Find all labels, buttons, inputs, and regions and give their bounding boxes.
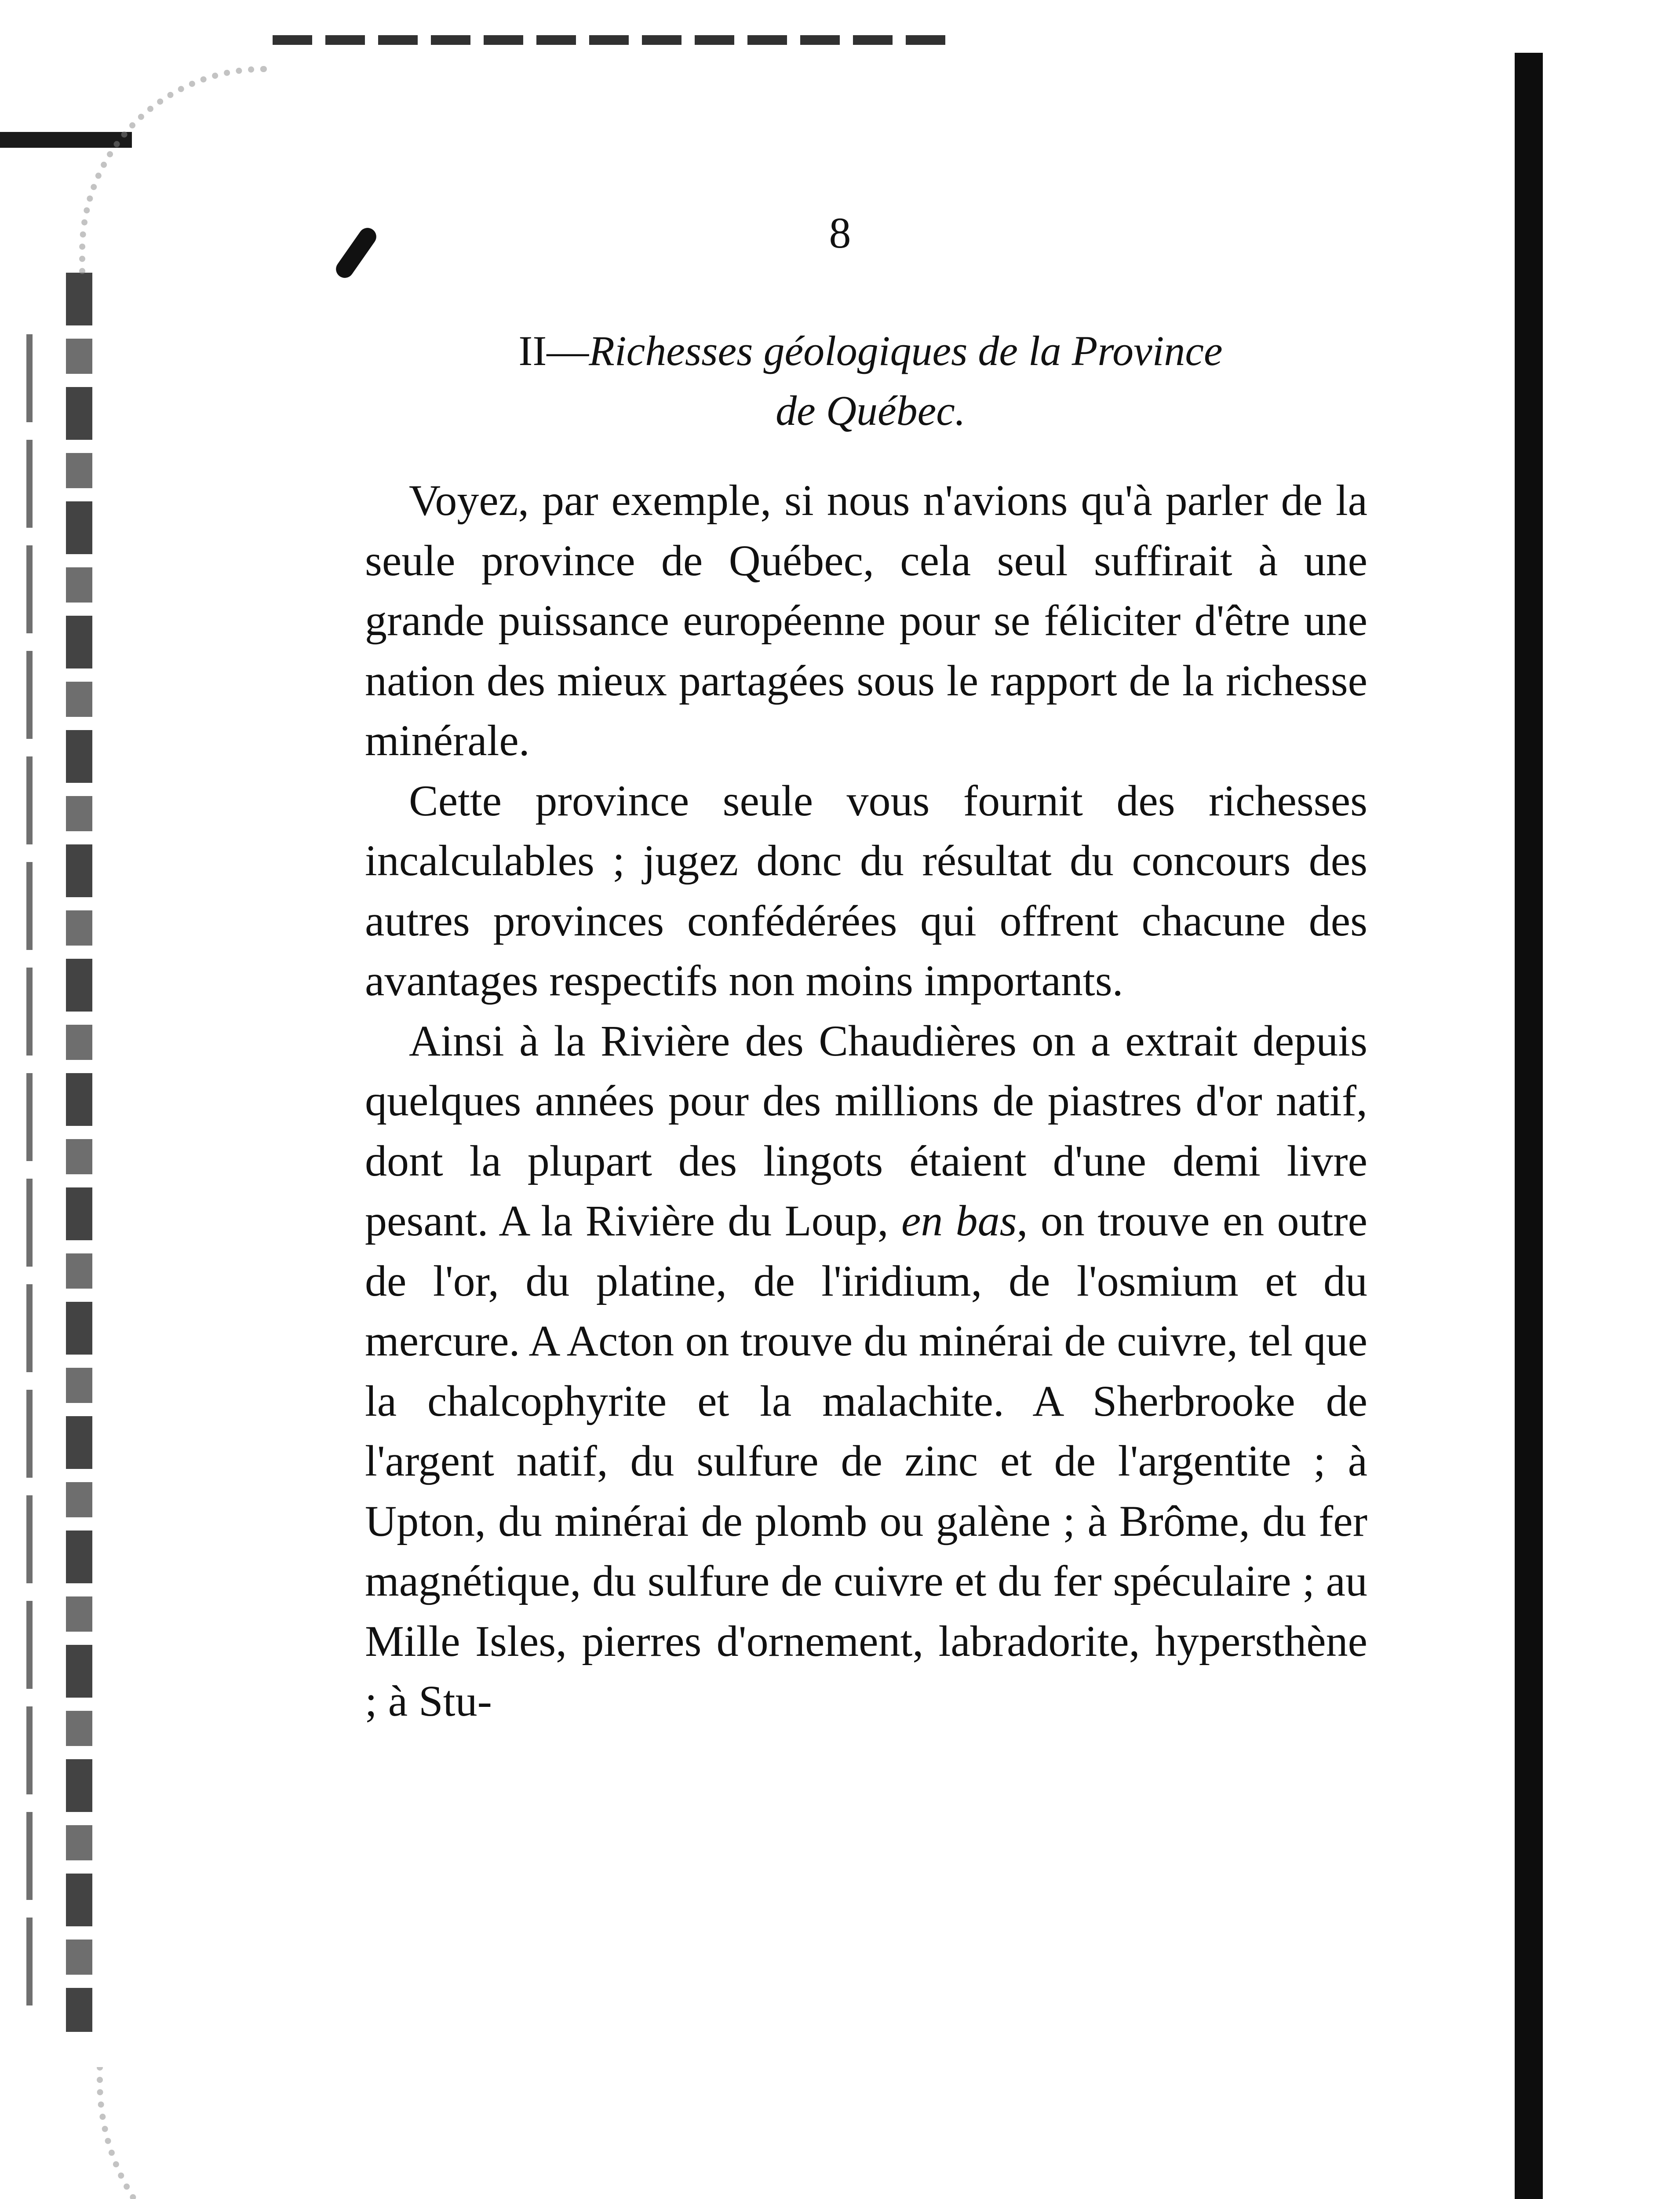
paragraph-3-italic: en bas — [901, 1196, 1017, 1245]
section-title-line2: de Québec. — [776, 387, 966, 434]
paragraph-2: Cette province seule vous fournit des richesses incalculables ; jugez donc du résultat du concours des autres provinces confédérées qui offrent chacune des avantages respectifs non moins importants. — [365, 776, 1367, 1005]
scan-artifact-left-binding — [66, 273, 92, 2032]
scan-artifact-right-bar — [1515, 53, 1543, 2199]
scan-artifact-top-bar — [273, 35, 958, 45]
section-number: II— — [518, 327, 589, 374]
paragraph-3-part2: , on trouve en outre de l'or, du platine, de l'iridium, de l'osmium et du mercure. A Acton on trouve du minérai de cuivre, tel que la chalcophyrite et la malachite. A Sherbrooke de l'argent natif, du sulfure de zinc et de l'argentite ; à Upton, du minérai de plomb ou galène ; à Brôme, du fer magnétique, du sulfure de cuivre et du fer spéculaire ; au Mille Isles, pierres d'ornement, labradorite, hypersthène ; à Stu- — [365, 1196, 1367, 1725]
section-heading — [387, 321, 1354, 441]
paragraph-1: Voyez, par exemple, si nous n'avions qu'à parler de la seule province de Québec, cela seul suffirait à une grande puissance européenne pour se féliciter d'être une nation des mieux partagées sous le rapport de la richesse minérale. — [365, 476, 1367, 765]
scan-artifact-bottom-left-corner — [97, 2067, 323, 2199]
body-text — [365, 471, 1367, 1731]
section-title-line1: Richesses géologiques de la Province — [589, 327, 1223, 374]
scan-artifact-left-edge — [26, 334, 33, 2005]
paragraph-3-part1: Ainsi à la Rivière des Chaudières on a extrait depuis quelques années pour des millions de piastres d'or natif, dont la plupart des lingots étaient d'une demi livre pesant. A la Rivière du Loup, — [365, 1016, 1367, 1245]
paragraph-3 — [365, 1011, 1367, 1731]
page-number: 8 — [829, 208, 851, 257]
